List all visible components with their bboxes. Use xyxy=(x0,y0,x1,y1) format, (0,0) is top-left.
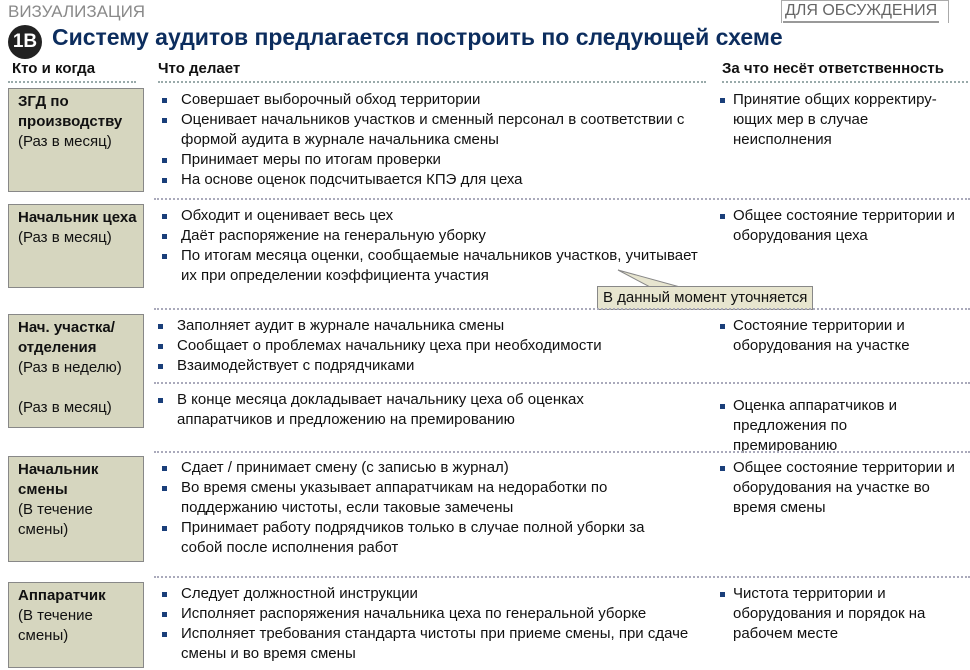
list-item: По итогам месяца оценки, сообщаемые начальников участков, учитывает их при определении коэффициента участия xyxy=(156,246,701,286)
role-box xyxy=(8,456,144,562)
status-callout: В данный момент уточняется xyxy=(597,286,813,310)
responsibility-list xyxy=(720,458,960,518)
header-divider xyxy=(158,81,706,83)
actions-list xyxy=(152,390,662,430)
discussion-badge: ДЛЯ ОБСУЖДЕНИЯ xyxy=(783,2,939,23)
section-label: ВИЗУАЛИЗАЦИЯ xyxy=(8,2,146,21)
list-item: Чистота территории и оборудования и порядок на рабочем месте xyxy=(720,584,965,644)
row-separator xyxy=(154,576,970,578)
actions-list xyxy=(156,458,676,558)
role-frequency: (Раз в месяц) xyxy=(18,133,112,150)
list-item: Принятие общих корректиру-ющих мер в случае неисполнения xyxy=(720,90,965,150)
actions-list xyxy=(156,584,716,664)
list-item: Заполняет аудит в журнале начальника смены xyxy=(152,316,697,336)
list-item: Общее состояние территории и оборудования цеха xyxy=(720,206,960,246)
row-separator xyxy=(154,382,970,384)
header-divider xyxy=(722,81,968,83)
page-title: Систему аудитов предлагается построить по следующей схеме xyxy=(52,24,783,50)
role-name: ЗГД по производству xyxy=(18,93,123,130)
responsibility-list xyxy=(720,584,965,644)
responsibility-list xyxy=(720,90,965,150)
column-header-resp: За что несёт ответственность xyxy=(722,60,944,77)
role-frequency: (В течение смены) xyxy=(18,501,93,538)
role-frequency: (Раз в месяц) xyxy=(18,229,112,246)
list-item: Принимает меры по итогам проверки xyxy=(156,150,726,170)
list-item: Обходит и оценивает весь цех xyxy=(156,206,701,226)
column-header-who: Кто и когда xyxy=(12,60,96,77)
slide-number-badge: 1В xyxy=(8,25,42,59)
list-item: Общее состояние территории и оборудования на участке во время смены xyxy=(720,458,960,518)
row-separator xyxy=(154,308,970,310)
role-frequency: (В течение смены) xyxy=(18,607,93,644)
role-name: Аппаратчик xyxy=(18,587,106,604)
role-name: Начальник смены xyxy=(18,461,99,498)
list-item: Оценивает начальников участков и сменный персонал в соответствии с формой аудита в журнале начальника смены xyxy=(156,110,726,150)
list-item: Следует должностной инструкции xyxy=(156,584,716,604)
list-item: На основе оценок подсчитывается КПЭ для цеха xyxy=(156,170,726,190)
list-item: Во время смены указывает аппаратчикам на недоработки по поддержанию чистоты, если таковые замечены xyxy=(156,478,676,518)
list-item: Совершает выборочный обход территории xyxy=(156,90,726,110)
role-frequency: (Раз в месяц) xyxy=(18,399,112,416)
list-item: Принимает работу подрядчиков только в случае полной уборки за собой после исполнения работ xyxy=(156,518,676,558)
list-item: В конце месяца докладывает начальнику цеха об оценках аппаратчиков и предложению на премированию xyxy=(152,390,662,430)
role-box xyxy=(8,204,144,288)
list-item: Даёт распоряжение на генеральную уборку xyxy=(156,226,701,246)
role-box xyxy=(8,582,144,668)
role-box xyxy=(8,314,144,428)
role-name: Нач. участка/ отделения xyxy=(18,319,115,356)
list-item: Состояние территории и оборудования на участке xyxy=(720,316,960,356)
list-item: Исполняет требования стандарта чистоты при приеме смены, при сдаче смены и во время смены xyxy=(156,624,716,664)
column-header-what: Что делает xyxy=(158,60,241,77)
responsibility-list xyxy=(720,396,940,456)
role-name: Начальник цеха xyxy=(18,209,137,226)
list-item: Сдает / принимает смену (с записью в журнал) xyxy=(156,458,676,478)
list-item: Сообщает о проблемах начальнику цеха при необходимости xyxy=(152,336,697,356)
list-item: Взаимодействует с подрядчиками xyxy=(152,356,697,376)
responsibility-list xyxy=(720,206,960,246)
list-item: Оценка аппаратчиков и предложения по премированию xyxy=(720,396,940,456)
responsibility-list xyxy=(720,316,960,356)
header-divider xyxy=(8,81,136,83)
row-separator xyxy=(154,198,970,200)
actions-list xyxy=(152,316,697,376)
actions-list xyxy=(156,90,726,190)
row-separator xyxy=(154,451,970,453)
role-box xyxy=(8,88,144,192)
role-frequency: (Раз в неделю) xyxy=(18,359,122,376)
list-item: Исполняет распоряжения начальника цеха по генеральной уборке xyxy=(156,604,716,624)
